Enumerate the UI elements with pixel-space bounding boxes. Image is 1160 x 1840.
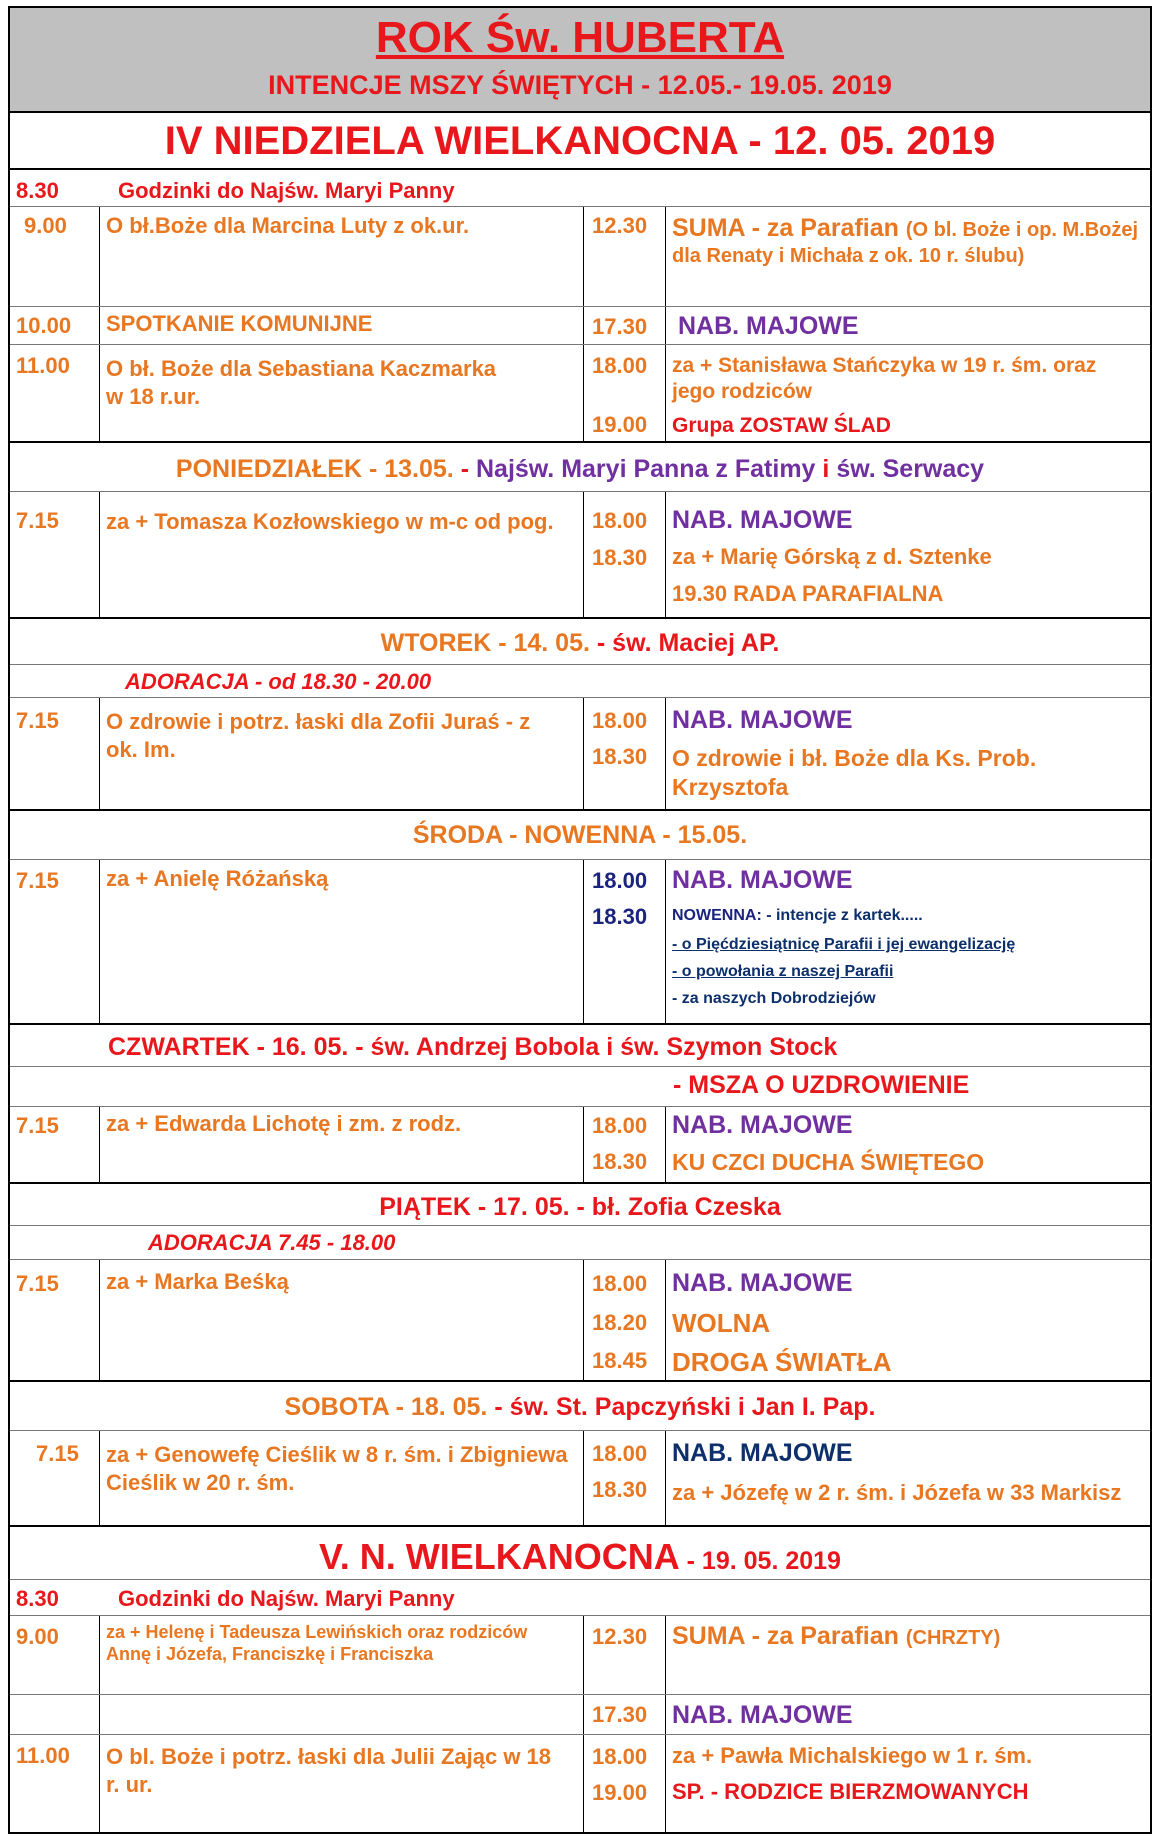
intention: O zdrowie i potrz. łaski dla Zofii Juraś - z ok. Im. (106, 709, 531, 762)
intention: Godzinki do Najśw. Maryi Panny (118, 178, 455, 203)
time: 11.00 (16, 1743, 70, 1768)
intention: Godzinki do Najśw. Maryi Panny (118, 1586, 455, 1611)
intention: za + Helenę i Tadeusza Lewińskich oraz rodziców Annę i Józefa, Franciszkę i Franciszka (106, 1622, 528, 1664)
intention: DROGA ŚWIATŁA (672, 1347, 892, 1377)
schedule-sheet (8, 6, 1152, 1834)
time: 18.00 (592, 508, 648, 533)
adoracja-note: ADORACJA 7.45 - 18.00 (148, 1230, 396, 1255)
intention: Grupa ZOSTAW ŚLAD (672, 414, 891, 437)
day-heading: WTOREK - 14. 05. - św. Maciej AP. (380, 629, 780, 657)
time: 18.00 (592, 1744, 648, 1769)
time: 9.00 (24, 213, 67, 238)
intention: NAB. MAJOWE (678, 312, 859, 340)
time: 18.00 (592, 1271, 648, 1296)
intention: O bl. Boże i potrz. łaski dla Julii Zając w 18 r. ur. (106, 1744, 552, 1797)
intention: SUMA - za Parafian (O bl. Boże i op. M.Bożej dla Renaty i Michała z ok. 10 r. ślubu) (672, 214, 1139, 268)
sunday-1-pre-row (10, 168, 1150, 206)
intention: NAB. MAJOWE (672, 866, 853, 894)
intention: za + Genowefę Cieślik w 8 r. śm. i Zbigniewa Cieślik w 20 r. śm. (106, 1442, 568, 1495)
day-heading: SOBOTA - 18. 05. - św. St. Papczyński i Jan I. Pap. (284, 1393, 876, 1421)
intention: O zdrowie i bł. Boże dla Ks. Prob. Krzysztofa (672, 745, 1037, 800)
mass-row (10, 344, 1150, 441)
novena-item: - o powołania z naszej Parafii (672, 963, 894, 980)
mass-row (10, 1430, 1150, 1525)
time: 7.15 (36, 1441, 79, 1466)
sunday-2-title: V. N. WIELKANOCNA - 19. 05. 2019 (319, 1536, 841, 1577)
day-heading: ŚRODA - NOWENNA - 15.05. (412, 821, 748, 849)
thursday-subheader (10, 1066, 1150, 1106)
intention: za + Edwarda Lichotę i zm. z rodz. (106, 1111, 462, 1136)
time: 18.20 (592, 1310, 648, 1335)
novena-title: NOWENNA: - intencje z kartek..... (672, 907, 923, 924)
time: 19.00 (592, 1780, 648, 1805)
intention: NAB. MAJOWE (672, 1269, 853, 1297)
time: 8.30 (16, 178, 59, 203)
mass-row (10, 1694, 1150, 1734)
day-subheading: - MSZA O UZDROWIENIE (673, 1071, 970, 1099)
time: 8.30 (16, 1586, 59, 1611)
time: 18.00 (592, 868, 648, 893)
intention: SUMA - za Parafian (CHRZTY) (672, 1622, 1001, 1650)
intention: za + Pawła Michalskiego w 1 r. śm. (672, 1743, 1033, 1768)
intention: za + Anielę Różańską (106, 866, 329, 891)
time: 17.30 (592, 314, 648, 339)
intention: SP. - RODZICE BIERZMOWANYCH (672, 1779, 1029, 1804)
time: 18.30 (592, 1477, 648, 1502)
novena-item: - za naszych Dobrodziejów (672, 990, 876, 1007)
time: 7.15 (16, 508, 59, 533)
page-title: ROK Św. HUBERTA (375, 13, 785, 62)
time: 7.15 (16, 1113, 59, 1138)
intention: za + Józefę w 2 r. śm. i Józefa w 33 Markisz (672, 1480, 1122, 1505)
wednesday-header (10, 809, 1150, 859)
mass-row (10, 1106, 1150, 1182)
time: 10.00 (16, 313, 72, 338)
time: 12.30 (592, 1624, 648, 1649)
time: 11.00 (16, 353, 70, 378)
time: 18.45 (592, 1348, 648, 1373)
mass-row (10, 1259, 1150, 1380)
tuesday-header (10, 617, 1150, 664)
intention: za + Marka Beśką (106, 1269, 289, 1294)
day-heading: PIĄTEK - 17. 05. - bł. Zofia Czeska (379, 1193, 781, 1221)
intention: za + Tomasza Kozłowskiego w m-c od pog. (106, 509, 554, 534)
time: 18.30 (592, 545, 648, 570)
mass-row (10, 859, 1150, 1023)
intention: SPOTKANIE KOMUNIJNE (106, 311, 373, 336)
time: 18.00 (592, 1441, 648, 1466)
intention: NAB. MAJOWE (672, 1439, 853, 1467)
time: 12.30 (592, 213, 648, 238)
mass-row (10, 1734, 1150, 1834)
mass-row (10, 697, 1150, 809)
time: 18.00 (592, 353, 648, 378)
intention: za + Stanisława Stańczyka w 19 r. śm. oraz jego rodziców (672, 354, 1097, 404)
intention: NAB. MAJOWE (672, 1111, 853, 1139)
time: 18.30 (592, 1149, 648, 1174)
time: 9.00 (16, 1624, 59, 1649)
intention: O bł.Boże dla Marcina Luty z ok.ur. (106, 213, 470, 238)
time: 7.15 (16, 1271, 59, 1296)
sunday-2-title-row (10, 1525, 1150, 1579)
friday-header (10, 1182, 1150, 1225)
header (10, 8, 1150, 113)
day-heading: CZWARTEK - 16. 05. - św. Andrzej Bobola i św. Szymon Stock (108, 1033, 838, 1061)
monday-header (10, 441, 1150, 491)
intention: NAB. MAJOWE (672, 506, 853, 534)
adoracja-note: ADORACJA - od 18.30 - 20.00 (125, 669, 432, 694)
page-subtitle: INTENCJE MSZY ŚWIĘTYCH - 12.05.- 19.05. 2019 (268, 70, 892, 100)
intention: NAB. MAJOWE (672, 706, 853, 734)
intention: za + Marię Górską z d. Sztenke (672, 544, 992, 569)
intention: O bł. Boże dla Sebastiana Kaczmarka w 18 r.ur. (106, 356, 497, 409)
intention: WOLNA (672, 1308, 771, 1338)
mass-row (10, 306, 1150, 344)
time: 7.15 (16, 868, 59, 893)
sunday-1-title: IV NIEDZIELA WIELKANOCNA - 12. 05. 2019 (164, 119, 996, 163)
sunday-1-title-row (10, 113, 1150, 168)
intention: KU CZCI DUCHA ŚWIĘTEGO (672, 1149, 985, 1175)
mass-row (10, 206, 1150, 306)
intention: 19.30 RADA PARAFIALNA (672, 581, 944, 606)
thursday-header (10, 1023, 1150, 1066)
time: 18.30 (592, 744, 648, 769)
mass-row (10, 1615, 1150, 1694)
saturday-header (10, 1380, 1150, 1430)
intention: NAB. MAJOWE (672, 1701, 853, 1729)
time: 18.30 (592, 904, 648, 929)
sunday-2-pre-row (10, 1579, 1150, 1615)
mass-row (10, 491, 1150, 617)
novena-item: - o Pięćdziesiątnicę Parafii i jej ewangelizację (672, 936, 1016, 953)
time: 17.30 (592, 1702, 648, 1727)
adoracja-row (10, 1225, 1150, 1259)
time: 18.00 (592, 1113, 648, 1138)
time: 7.15 (16, 708, 59, 733)
time: 18.00 (592, 708, 648, 733)
day-heading: PONIEDZIAŁEK - 13.05. - Najśw. Maryi Panna z Fatimy i św. Serwacy (175, 455, 985, 483)
adoracja-row (10, 664, 1150, 697)
time: 19.00 (592, 412, 648, 437)
